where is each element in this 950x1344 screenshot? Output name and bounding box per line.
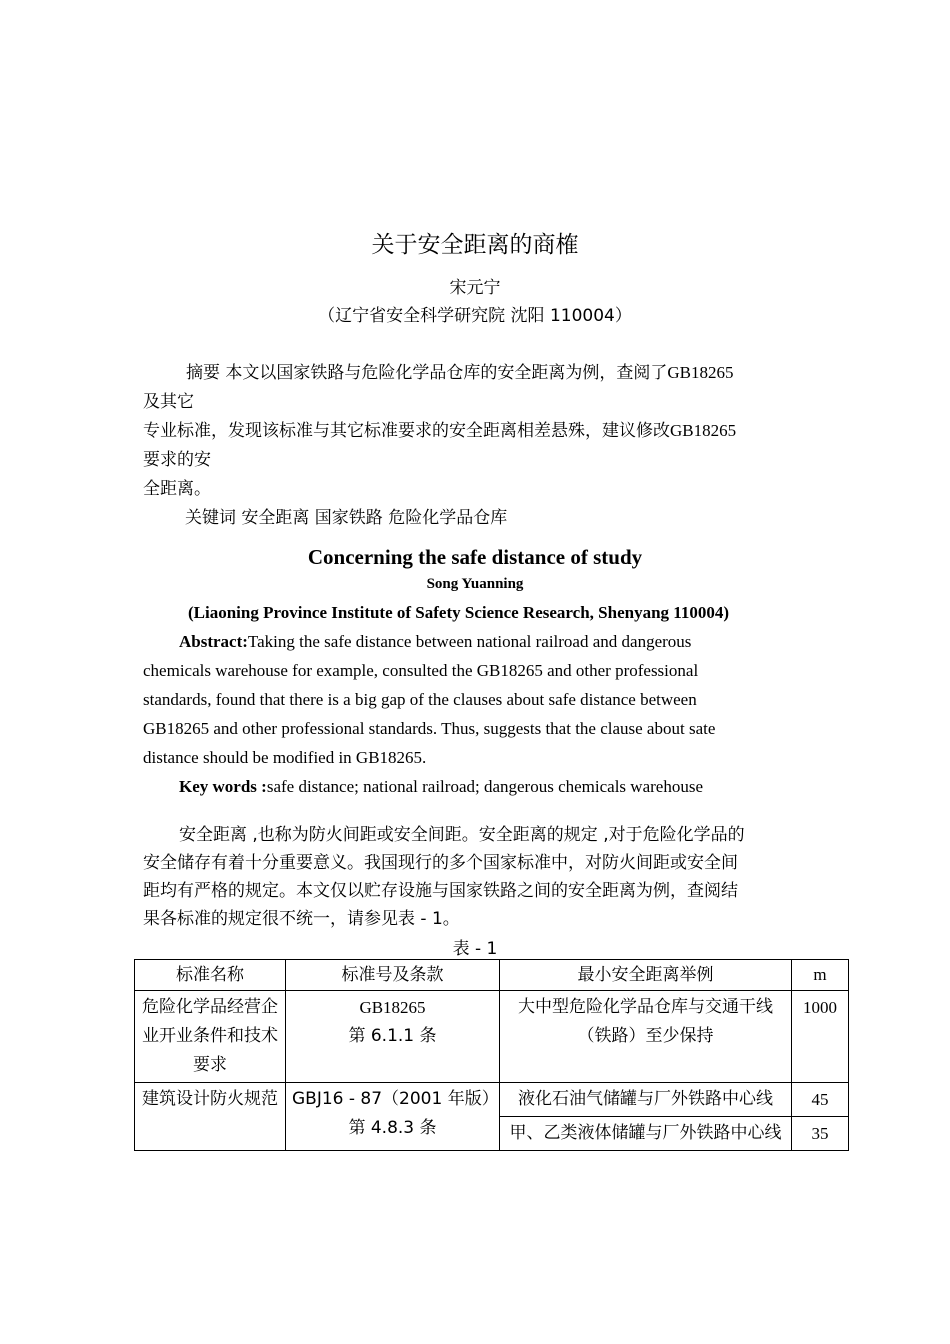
header-min-distance: 最小安全距离举例: [500, 960, 792, 991]
header-standard-code: 标准号及条款: [286, 960, 500, 991]
author-cn: 宋元宁: [449, 278, 501, 298]
keywords-label: Key words :: [179, 777, 267, 796]
code-text: GB18265: [359, 998, 426, 1017]
standards-table: [134, 959, 849, 1151]
body-line-3: 距均有严格的规定。本文仅以贮存设施与国家铁路之间的安全距离为例，查阅结: [143, 881, 738, 901]
body-line-4: 果各标准的规定很不统一，请参见表 - 1。: [143, 909, 460, 929]
cell-standard-name: 建筑设计防火规范: [135, 1083, 286, 1151]
english-abstract-line-3: standards, found that there is a big gap of the clauses about safe distance between: [143, 690, 697, 709]
header-standard-name: 标准名称: [135, 960, 286, 991]
english-abstract-line-4: GB18265 and other professional standards. Thus, suggests that the clause about sate: [143, 719, 716, 738]
english-title: Concerning the safe distance of study: [307, 545, 643, 569]
cell-distance-example: 大中型危险化学品仓库与交通干线（铁路）至少保持: [500, 991, 792, 1083]
abstract-label: Abstract:: [179, 632, 248, 651]
english-keywords: Key words :safe distance; national railroad; dangerous chemicals warehouse: [179, 777, 703, 796]
code-text: GBJ16 - 87（2001 年版）: [292, 1089, 499, 1109]
abstract-cn-line-3: 专业标准，发现该标准与其它标准要求的安全距离相差悬殊，建议修改GB18265: [143, 421, 737, 441]
table-header-row: [135, 960, 849, 991]
cell-distance-value: 45: [792, 1083, 849, 1117]
cell-standard-code: [286, 991, 500, 1083]
english-affiliation: (Liaoning Province Institute of Safety Science Research, Shenyang 110004): [188, 603, 729, 622]
english-abstract-line-2: chemicals warehouse for example, consulted the GB18265 and other professional: [143, 661, 699, 680]
table-caption: 表 - 1: [452, 939, 498, 959]
paper-title: 关于安全距离的商榷: [371, 232, 579, 258]
cell-standard-code: [286, 1083, 500, 1151]
abstract-cn-line-5: 全距离。: [143, 479, 211, 499]
clause-text: 第 6.1.1 条: [348, 1026, 437, 1046]
body-line-1: 安全距离 ,也称为防火间距或安全间距。安全距离的规定 ,对于危险化学品的: [179, 825, 745, 845]
abstract-cn-line-4: 要求的安: [143, 450, 211, 470]
table-row: [135, 1083, 849, 1117]
keywords-cn: 关键词 安全距离 国家铁路 危险化学品仓库: [185, 508, 508, 528]
clause-text: 第 4.8.3 条: [348, 1118, 437, 1138]
english-abstract-line-5: distance should be modified in GB18265.: [143, 748, 427, 767]
abstract-cn-line-1: 摘要 本文以国家铁路与危险化学品仓库的安全距离为例，查阅了GB18265: [186, 363, 734, 383]
affiliation-cn: （辽宁省安全科学研究院 沈阳 110004）: [318, 306, 632, 326]
english-abstract-line-1: Abstract:Taking the safe distance between national railroad and dangerous: [179, 632, 692, 651]
cell-distance-value: 35: [792, 1117, 849, 1151]
cell-distance-value: 1000: [792, 991, 849, 1083]
header-unit: m: [792, 960, 849, 991]
table-row: [135, 991, 849, 1083]
cell-distance-example: 甲、乙类液体储罐与厂外铁路中心线: [500, 1117, 792, 1151]
cell-distance-example: 液化石油气储罐与厂外铁路中心线: [500, 1083, 792, 1117]
cell-standard-name: 危险化学品经营企业开业条件和技术要求: [135, 991, 286, 1083]
body-line-2: 安全储存有着十分重要意义。我国现行的多个国家标准中，对防火间距或安全间: [143, 853, 738, 873]
english-author: Song Yuanning: [426, 576, 524, 592]
abstract-cn-line-2: 及其它: [143, 392, 194, 412]
